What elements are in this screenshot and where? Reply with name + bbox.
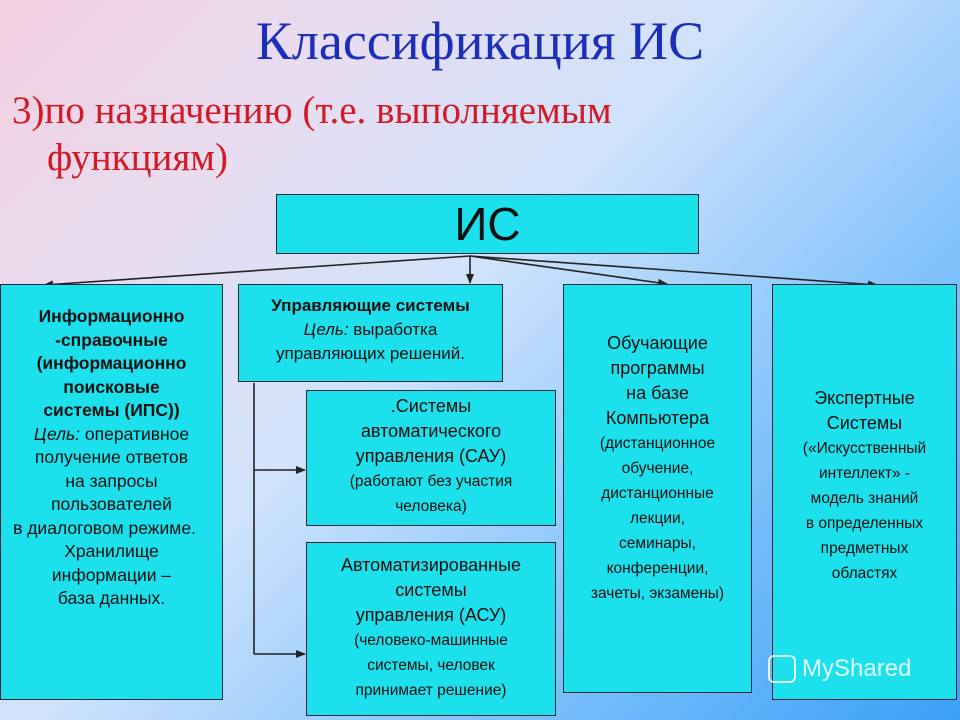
sau-line: (работают без участия: [349, 473, 513, 490]
info-line: база данных.: [57, 588, 166, 608]
mgmt-line: управляющих решений.: [276, 344, 465, 363]
root-node: ИС: [276, 194, 699, 254]
info-line: пользователей: [51, 494, 172, 514]
arrow-to-edu: [470, 256, 667, 284]
arrow-to-exp: [470, 256, 877, 285]
mgmt-goal-label: Цель:: [303, 320, 349, 339]
asu-line: (человеко-машинные: [354, 632, 508, 649]
info-line: на запросы: [65, 470, 158, 491]
exp-line: в определенных: [805, 515, 924, 532]
watermark-logo: [768, 655, 911, 683]
control-systems-box: [238, 284, 503, 382]
exp-line: интеллект» -: [818, 465, 911, 482]
edu-line: (дистанционное: [599, 435, 716, 452]
info-goal-label: Цель:: [33, 423, 81, 444]
info-goal-line: [1, 423, 222, 447]
mgmt-heading: Управляющие системы: [271, 296, 470, 315]
asu-line: системы: [395, 580, 467, 600]
info-line: (информационно: [36, 353, 187, 373]
edu-line: лекции,: [630, 510, 685, 527]
edu-line: на базе: [626, 383, 689, 403]
subtitle-line-1: 3)по назначению (т.е. выполняемым: [12, 89, 612, 132]
asu-line: Автоматизированные: [340, 555, 522, 575]
edu-line: дистанционные: [601, 485, 714, 502]
info-line: -справочные: [55, 329, 168, 350]
edu-line: программы: [610, 358, 705, 378]
edu-line: конференции,: [606, 560, 709, 577]
exp-line: предметных: [820, 540, 909, 557]
expert-systems-box: [772, 284, 957, 700]
info-systems-box: [0, 284, 223, 700]
watermark-text: MyShared: [802, 655, 912, 682]
exp-line: («Искусственный: [802, 440, 927, 457]
slide-title: Классификация ИС: [255, 11, 705, 71]
edu-line: семинары,: [619, 535, 696, 552]
edu-line: Компьютера: [605, 408, 710, 428]
info-line: в диалоговом режиме.: [13, 517, 196, 538]
asu-line: системы, человек: [367, 657, 495, 674]
sau-line: автоматического: [360, 421, 502, 441]
exp-line: Системы: [826, 413, 903, 433]
info-line: Информационно: [38, 306, 185, 326]
info-line: системы (ИПС)): [43, 400, 180, 420]
edu-line: Обучающие: [607, 333, 708, 353]
edu-line: обучение,: [621, 460, 694, 477]
subtitle-line-2: функциям): [47, 135, 228, 179]
asu-line: принимает решение): [355, 682, 507, 699]
arrow-to-info: [44, 256, 470, 285]
exp-line: Экспертные: [814, 388, 915, 408]
info-line: получение ответов: [34, 447, 189, 467]
sau-line: управления (САУ): [355, 446, 507, 466]
edu-line: зачеты, экзамены): [590, 585, 725, 602]
asu-box: [306, 542, 556, 716]
info-goal-text: оперативное: [80, 423, 190, 444]
sau-box: [306, 390, 556, 526]
sau-line: человека): [395, 498, 467, 515]
asu-line: управления (АСУ): [355, 605, 507, 625]
info-line: информации –: [51, 564, 172, 585]
info-line: поисковые: [63, 376, 160, 397]
exp-line: областях: [831, 565, 898, 582]
sau-line: .Системы: [390, 396, 472, 416]
myshared-logo-icon: [768, 655, 796, 683]
info-line: Хранилище: [64, 541, 159, 561]
training-programs-box: [563, 284, 752, 693]
mgmt-goal-line: [239, 318, 502, 342]
mgmt-goal-text: выработка: [348, 320, 438, 339]
exp-line: модель знаний: [810, 490, 919, 507]
